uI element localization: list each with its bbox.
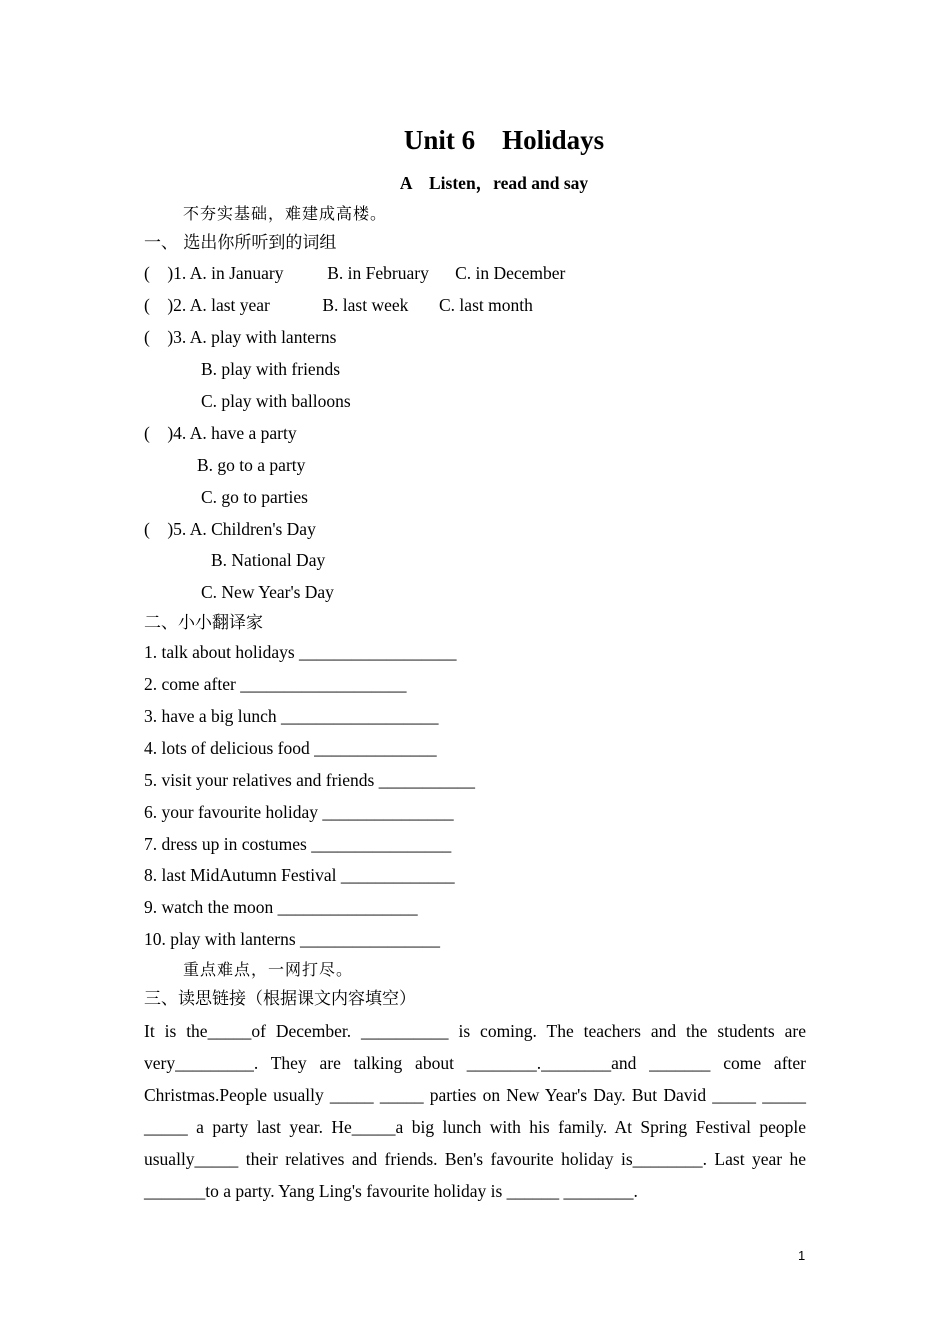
motto-line: 不夯实基础，难建成高楼。	[183, 204, 388, 223]
question-option: C. go to parties	[201, 487, 308, 507]
question-line: ( )5. A. Children's Day	[144, 519, 316, 539]
question-option: B. go to a party	[197, 455, 306, 475]
cloze-paragraph: It is the_____of December. __________ is coming. The teachers and the students are very_________. They are talking about ________.________and _______ come after Christmas.People usually _____ _____ parties on New Year's Day. But David _____ _____ _____ a party last year. He_____a big lunch with his family. At Spring Festival people usually_____ their relatives and friends. Ben's favourite holiday is________. Last year he _______to a party. Yang Ling's favourite holiday is ______ ________.	[144, 1021, 806, 1201]
translation-item: 7. dress up in costumes ________________	[144, 834, 452, 854]
translation-item: 4. lots of delicious food ______________	[144, 738, 437, 758]
translation-item: 1. talk about holidays __________________	[144, 642, 457, 662]
translation-item: 3. have a big lunch __________________	[144, 706, 439, 726]
question-line: ( )2. A. last year B. last week C. last month	[144, 295, 533, 315]
section3-heading: 三、读思链接（根据课文内容填空）	[144, 989, 416, 1009]
question-option: B. play with friends	[201, 359, 341, 379]
section1-heading: 一、 选出你所听到的词组	[144, 233, 337, 253]
question-option: C. play with balloons	[201, 391, 351, 411]
translation-item: 10. play with lanterns ________________	[144, 929, 441, 949]
lesson-subtitle: A Listen，read and say	[399, 173, 589, 193]
question-option: B. National Day	[211, 550, 326, 570]
unit-title: Unit 6 Holidays	[403, 125, 605, 155]
motto-line: 重点难点，一网打尽。	[183, 960, 354, 979]
translation-item: 2. come after ___________________	[144, 674, 407, 694]
page-number: 1	[798, 1248, 806, 1263]
question-line: ( )1. A. in January B. in February C. in December	[144, 263, 566, 283]
translation-item: 9. watch the moon ________________	[144, 897, 418, 917]
translation-item: 5. visit your relatives and friends ___________	[144, 770, 475, 790]
question-option: C. New Year's Day	[201, 582, 334, 602]
question-line: ( )4. A. have a party	[144, 423, 297, 443]
translation-item: 8. last MidAutumn Festival _____________	[144, 865, 455, 885]
section2-heading: 二、小小翻译家	[144, 613, 263, 633]
question-line: ( )3. A. play with lanterns	[144, 327, 337, 347]
translation-item: 6. your favourite holiday _______________	[144, 802, 454, 822]
